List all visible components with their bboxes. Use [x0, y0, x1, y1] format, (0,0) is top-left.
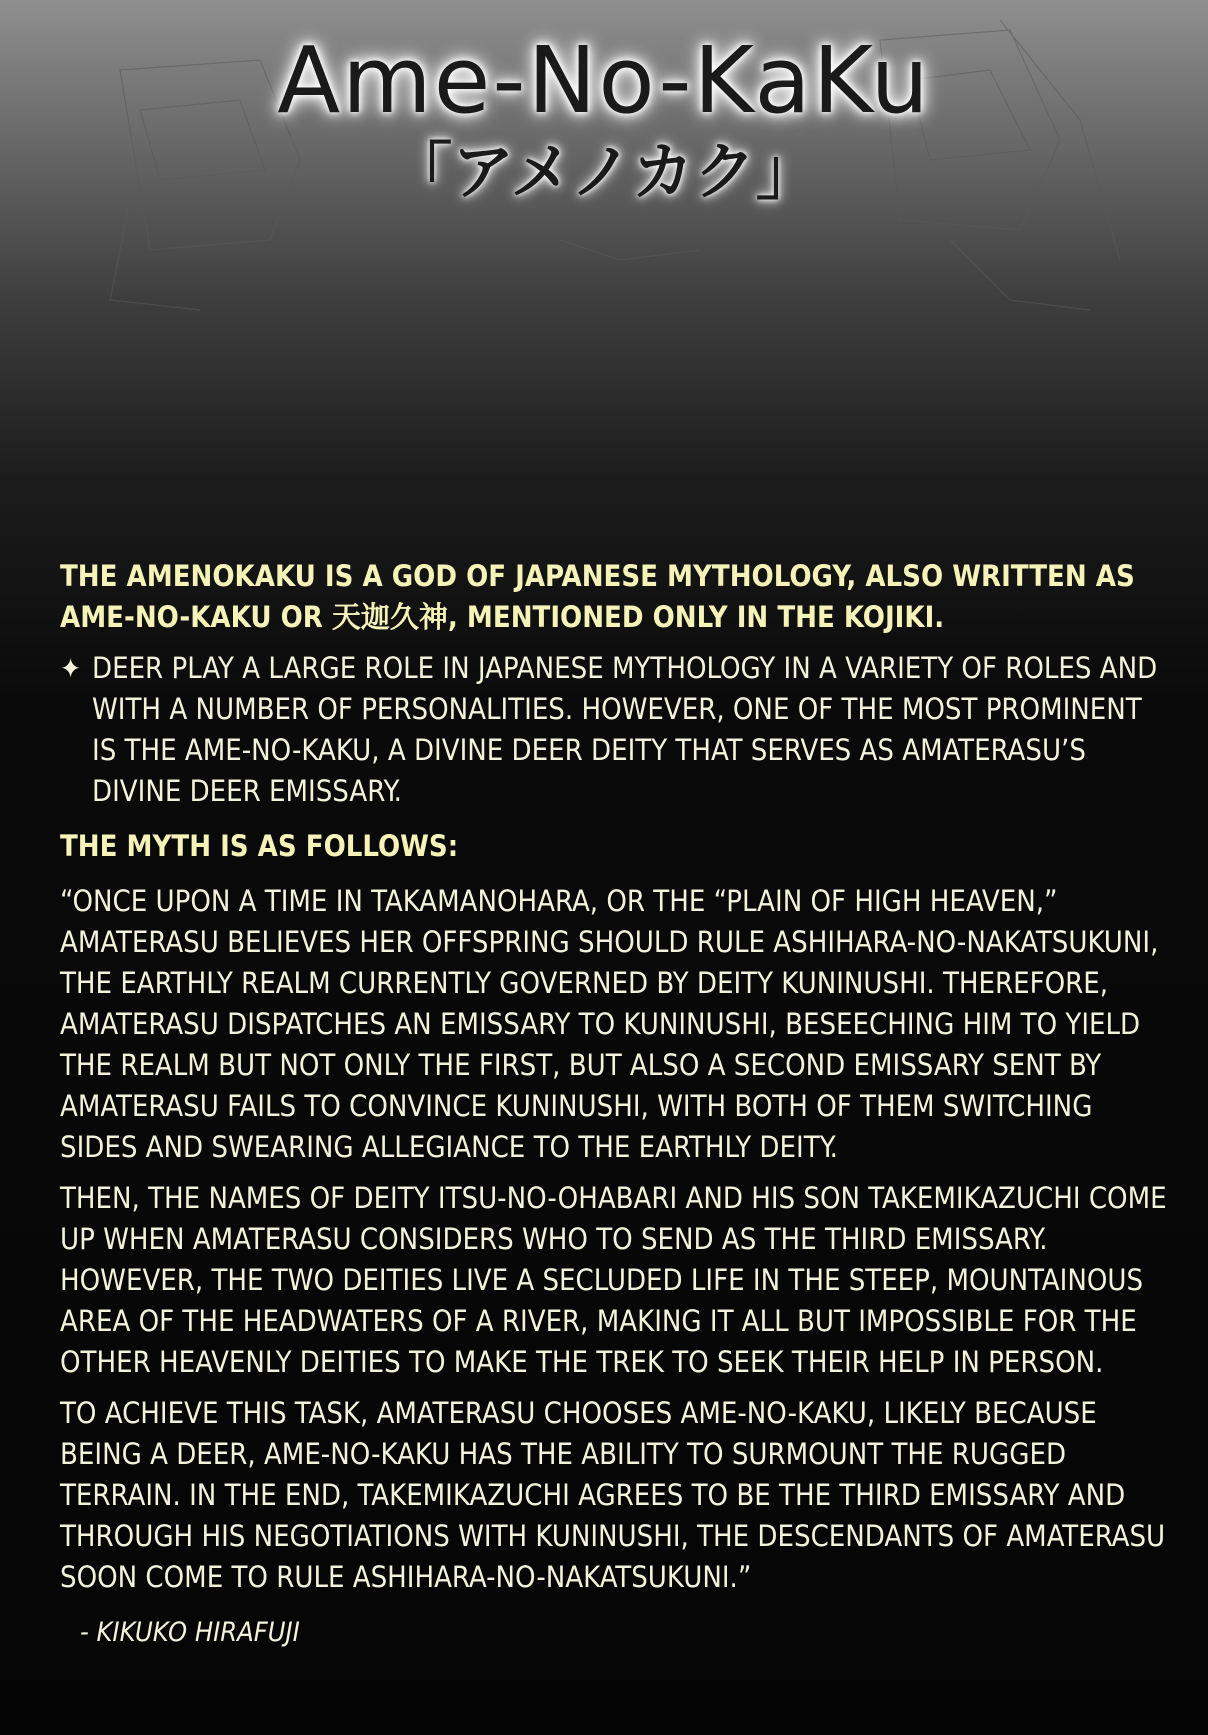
- title-block: [0, 28, 1208, 206]
- article-body: [60, 556, 1172, 1661]
- attribution: - KIKUKO HIRAFUJI: [80, 1617, 300, 1648]
- myth-paragraph-2: THEN, THE NAMES OF DEITY ITSU-NO-OHABARI AND HIS SON TAKEMIKAZUCHI COME UP WHEN AMATERASU CONSIDERS WHO TO SEND AS THE THIRD EMISSARY. HOWEVER, THE TWO DEITIES LIVE A SECLUDED LIFE IN THE STEEP, MOUNTAINOUS AREA OF THE HEADWATERS OF A RIVER, MAKING IT ALL BUT IMPOSSIBLE FOR THE OTHER HEAVENLY DEITIES TO MAKE THE TREK TO SEEK THEIR HELP IN PERSON.: [60, 1181, 1167, 1379]
- bullet-text: DEER PLAY A LARGE ROLE IN JAPANESE MYTHOLOGY IN A VARIETY OF ROLES AND WITH A NUMBER OF PERSONALITIES. HOWEVER, ONE OF THE MOST PROMINENT IS THE AME-NO-KAKU, A DIVINE DEER DEITY THAT SERVES AS AMATERASU’S DIVINE DEER EMISSARY.: [92, 651, 1158, 808]
- page-title: Ame-No-KaKu: [277, 27, 931, 134]
- page-subtitle-katakana: 「アメノカク」: [390, 134, 818, 208]
- myth-paragraph-1: “ONCE UPON A TIME IN TAKAMANOHARA, OR THE “PLAIN OF HIGH HEAVEN,” AMATERASU BELIEVES HER OFFSPRING SHOULD RULE ASHIHARA-NO-NAKATSUKUNI, THE EARTHLY REALM CURRENTLY GOVERNED BY DEITY KUNINUSHI. THEREFORE, AMATERASU DISPATCHES AN EMISSARY TO KUNINUSHI, BESEECHING HIM TO YIELD THE REALM BUT NOT ONLY THE FIRST, BUT ALSO A SECOND EMISSARY SENT BY AMATERASU FAILS TO CONVINCE KUNINUSHI, WITH BOTH OF THEM SWITCHING SIDES AND SWEARING ALLEGIANCE TO THE EARTHLY DEITY.: [60, 884, 1159, 1164]
- bullet-item: [60, 648, 1172, 812]
- myth-paragraph-3: TO ACHIEVE THIS TASK, AMATERASU CHOOSES AME-NO-KAKU, LIKELY BECAUSE BEING A DEER, AME-NO-KAKU HAS THE ABILITY TO SURMOUNT THE RUGGED TERRAIN. IN THE END, TAKEMIKAZUCHI AGREES TO BE THE THIRD EMISSARY AND THROUGH HIS NEGOTIATIONS WITH KUNINUSHI, THE DESCENDANTS OF AMATERASU SOON COME TO RULE ASHIHARA-NO-NAKATSUKUNI.”: [60, 1396, 1166, 1594]
- four-point-star-icon: ✦: [60, 652, 82, 685]
- myth-heading: THE MYTH IS AS FOLLOWS:: [60, 829, 459, 863]
- intro-paragraph: THE AMENOKAKU IS A GOD OF JAPANESE MYTHOLOGY, ALSO WRITTEN AS AME-NO-KAKU OR 天迦久神, MENTIONED ONLY IN THE KOJIKI.: [60, 559, 1135, 634]
